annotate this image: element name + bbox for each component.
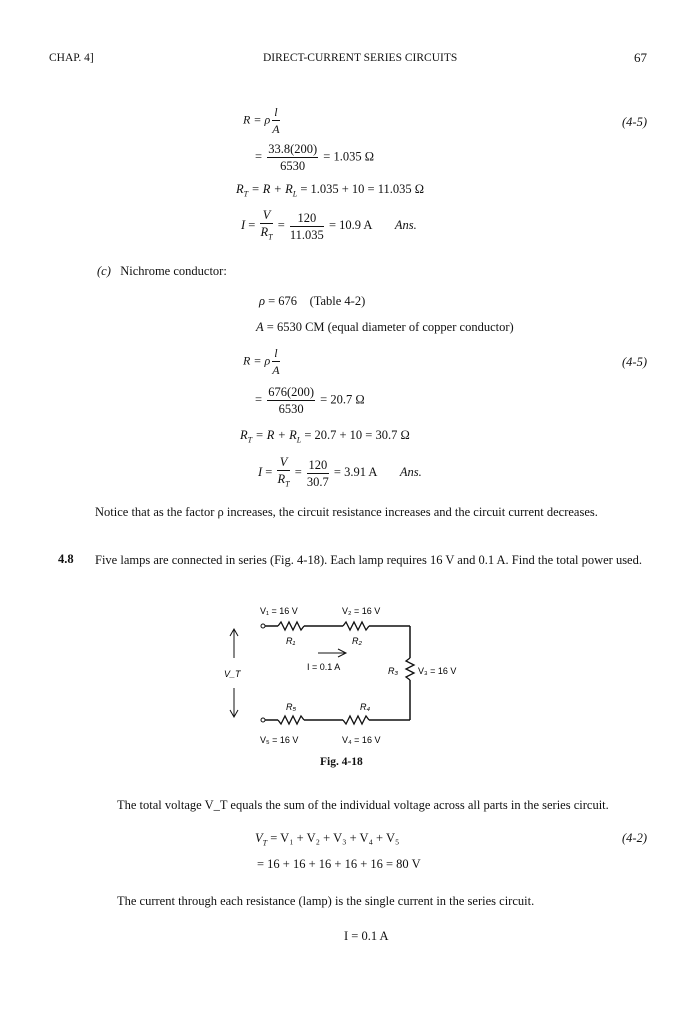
label-r4: R₄ bbox=[360, 702, 371, 712]
solution-paragraph-2: The current through each resistance (lamp) is the single current in the series circuit. bbox=[117, 894, 535, 908]
resistor-r1 bbox=[278, 622, 304, 630]
label-r5: R₅ bbox=[286, 702, 297, 712]
figure-caption: Fig. 4-18 bbox=[320, 756, 363, 768]
page-number: 67 bbox=[634, 50, 647, 65]
label-r3: R₃ bbox=[388, 666, 399, 676]
resistor-r4 bbox=[343, 716, 369, 724]
label-v2: V₂ = 16 V bbox=[342, 606, 381, 616]
eq-rt-c: $R_T = R + R_L = 20.7 + 10 = 30.7$ Ω bbox=[240, 428, 410, 445]
running-title: DIRECT-CURRENT SERIES CIRCUITS bbox=[263, 52, 458, 64]
eq-ref-4-5: (4-5) bbox=[622, 115, 647, 129]
terminal-top bbox=[261, 624, 265, 628]
notice-paragraph: Notice that as the factor ρ increases, the circuit resistance increases and the circuit current decreases. bbox=[95, 505, 598, 519]
eq-i-final: I = 0.1 A bbox=[344, 929, 389, 943]
circuit-diagram bbox=[220, 600, 500, 750]
eq-vt-sum: = 16 + 16 + 16 + 16 + 16 = 80 V bbox=[257, 857, 421, 871]
eq-vt: $V_T = V_1 + V_2 + V_3 + V_4 + V_5$ bbox=[255, 831, 400, 848]
eq-r-formula-c: R = ρ $\frac{l}{A}$ bbox=[243, 346, 280, 377]
label-current: I = 0.1 A bbox=[307, 662, 341, 672]
eq-current-c: I = $\frac{V}{R_T}$ = $\frac{120}{30.7}$ = 3.91 A Ans. bbox=[258, 455, 422, 489]
chapter-label: CHAP. 4] bbox=[49, 52, 94, 64]
label-v5: V₅ = 16 V bbox=[260, 735, 299, 745]
eq-ref-4-5-c: (4-5) bbox=[622, 355, 647, 369]
eq-r-formula: R = ρ $\frac{l}{A}$ bbox=[243, 105, 280, 136]
problem-number: 4.8 bbox=[58, 552, 74, 566]
eq-r-calc-c: = $\frac{676(200)}{6530}$ = 20.7 Ω bbox=[255, 385, 365, 416]
label-r2: R₂ bbox=[352, 636, 362, 646]
label-vt: V_T bbox=[224, 669, 241, 679]
terminal-bottom bbox=[261, 718, 265, 722]
label-v3: V₃ = 16 V bbox=[418, 666, 457, 676]
resistor-r3 bbox=[406, 658, 414, 680]
label-v1: V₁ = 16 V bbox=[260, 606, 298, 616]
resistor-r2 bbox=[343, 622, 369, 630]
label-v4: V₄ = 16 V bbox=[342, 735, 381, 745]
eq-rho: ρ = 676 (Table 4-2) bbox=[259, 294, 366, 308]
eq-rt: $R_T = R + R_L = 1.035 + 10 = 11.035$ Ω bbox=[236, 182, 425, 199]
resistor-r5 bbox=[278, 716, 304, 724]
eq-ref-4-2: (4-2) bbox=[622, 831, 647, 845]
label-r1: R₁ bbox=[286, 636, 296, 646]
eq-r-calc: = $\frac{33.8(200)}{6530}$ = 1.035 Ω bbox=[255, 142, 374, 173]
eq-current: I = $\frac{V}{R_T}$ = $\frac{120}{11.035}$ = 10.9 A Ans. bbox=[241, 208, 417, 242]
part-c-heading: (c) Nichrome conductor: bbox=[97, 264, 227, 278]
solution-paragraph-1: The total voltage V_T equals the sum of the individual voltage across all parts in the series circuit. bbox=[117, 798, 609, 812]
eq-area: A = 6530 CM (equal diameter of copper conductor) bbox=[256, 320, 514, 334]
problem-text: Five lamps are connected in series (Fig. 4-18). Each lamp requires 16 V and 0.1 A. Find the total power used. bbox=[95, 553, 642, 567]
